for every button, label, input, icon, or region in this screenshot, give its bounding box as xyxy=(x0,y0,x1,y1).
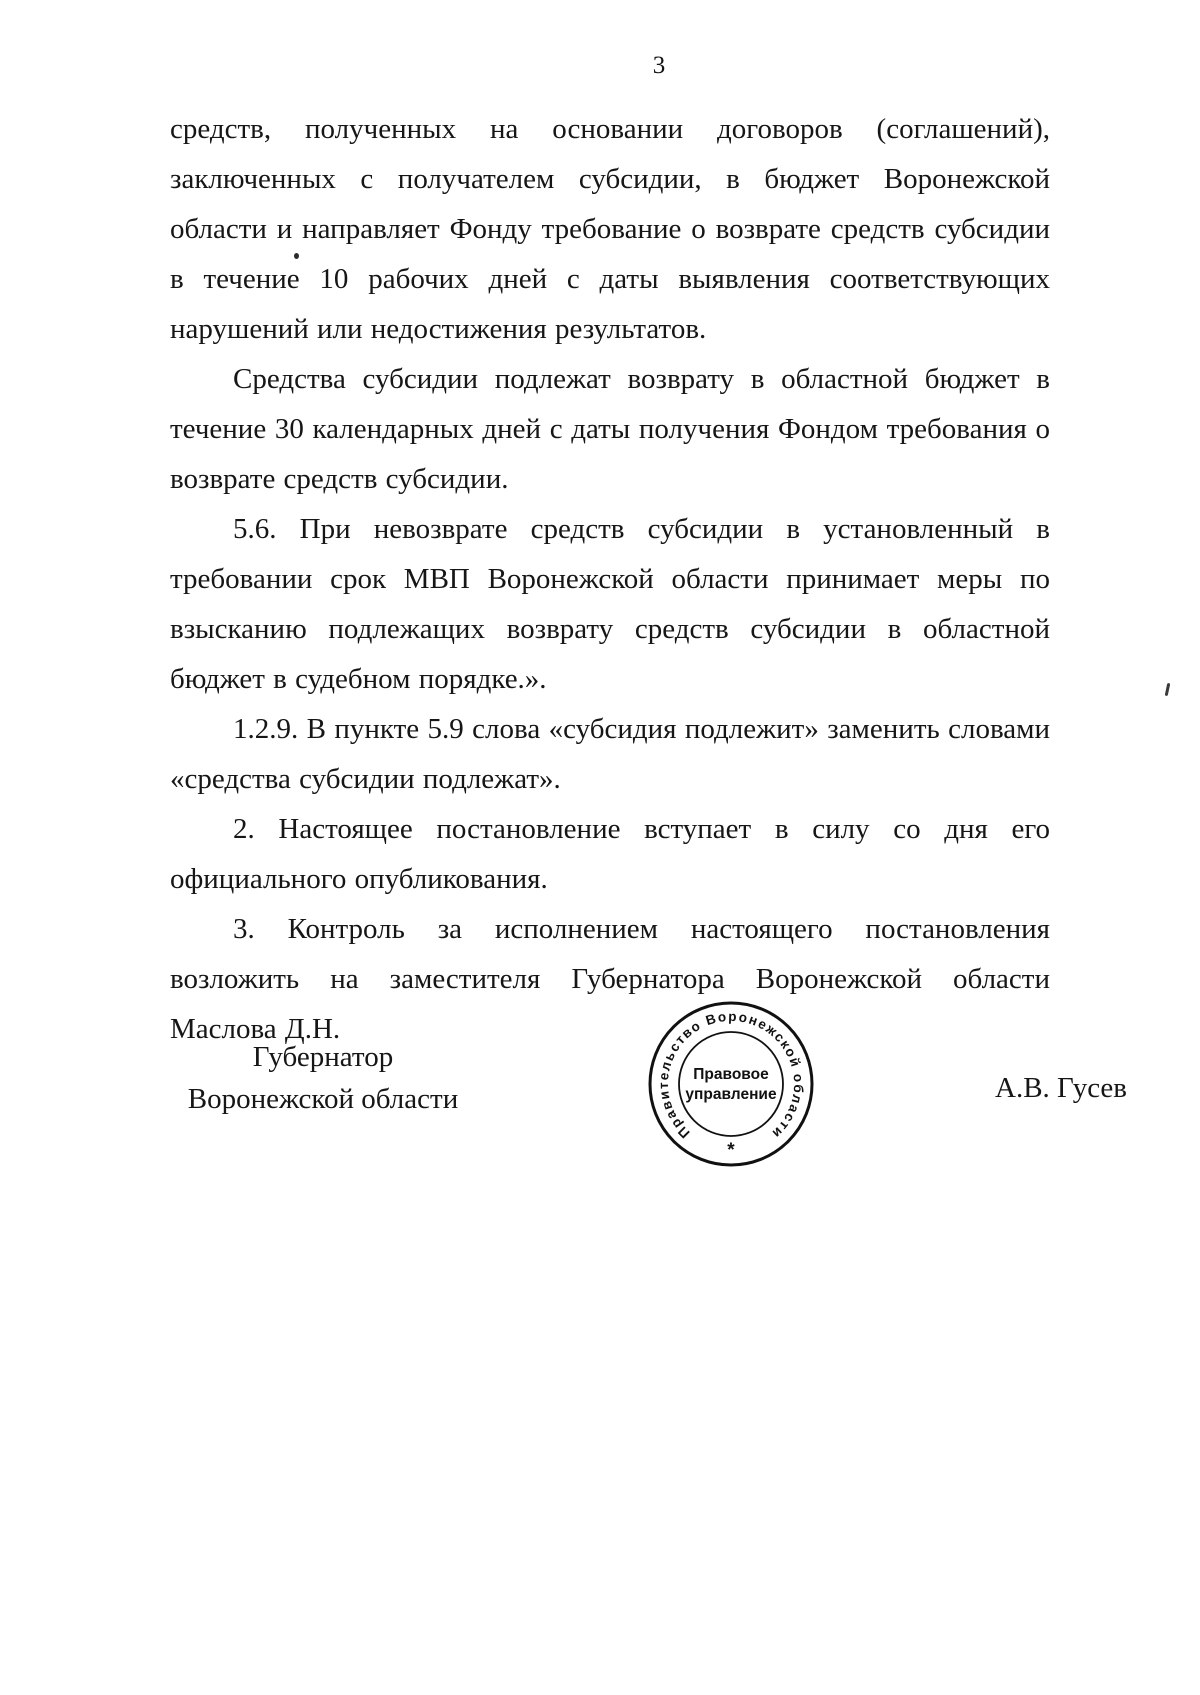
signature-title-block xyxy=(178,1036,468,1120)
paragraph-clause-2: 2. Настоящее постановление вступает в силу со дня его официального опубликования. xyxy=(170,813,1050,895)
page-number: 3 xyxy=(652,52,666,79)
stamp-seal-graphic xyxy=(645,998,817,1170)
scan-artifact-dot xyxy=(294,253,299,259)
signature-title-line1: Губернатор xyxy=(252,1041,394,1073)
document-body xyxy=(170,104,1050,1054)
signature-name: А.В. Гусев xyxy=(995,1072,1127,1104)
stamp-ring-text: Правительство Воронежской области xyxy=(655,1008,807,1143)
stamp-star-symbol: * xyxy=(727,1140,735,1161)
signature-title-line2: Воронежской области xyxy=(187,1083,459,1115)
legal-department-stamp-seal xyxy=(645,998,817,1170)
stamp-center-line2: управление xyxy=(685,1086,777,1103)
scan-artifact-mark xyxy=(1165,683,1171,696)
stamp-inner-ring xyxy=(679,1032,783,1136)
paragraph-continuation: средств, полученных на основании договоров (соглашений), заключенных с получателем субсидии, в бюджет Воронежской области и направляет Фонду требование о возврате средств субсидии в течение 10 рабочих дней с даты выявления соответствующих нарушений или недостижения результатов. xyxy=(170,113,1050,345)
paragraph-clause-1-2-9: 1.2.9. В пункте 5.9 слова «субсидия подлежит» заменить словами «средства субсидии подлежат». xyxy=(170,713,1050,795)
paragraph-clause-3: 3. Контроль за исполнением настоящего постановления возложить на заместителя Губернатора Воронежской области Маслова Д.Н. xyxy=(170,913,1050,1045)
stamp-center-line1: Правовое xyxy=(693,1066,769,1083)
paragraph-clause-5-6: 5.6. При невозврате средств субсидии в установленный в требовании срок МВП Воронежской области принимает меры по взысканию подлежащих возврату средств субсидии в областной бюджет в судебном порядке.». xyxy=(170,513,1050,695)
paragraph-return-terms: Средства субсидии подлежат возврату в областной бюджет в течение 30 календарных дней с даты получения Фондом требования о возврате средств субсидии. xyxy=(170,363,1050,495)
